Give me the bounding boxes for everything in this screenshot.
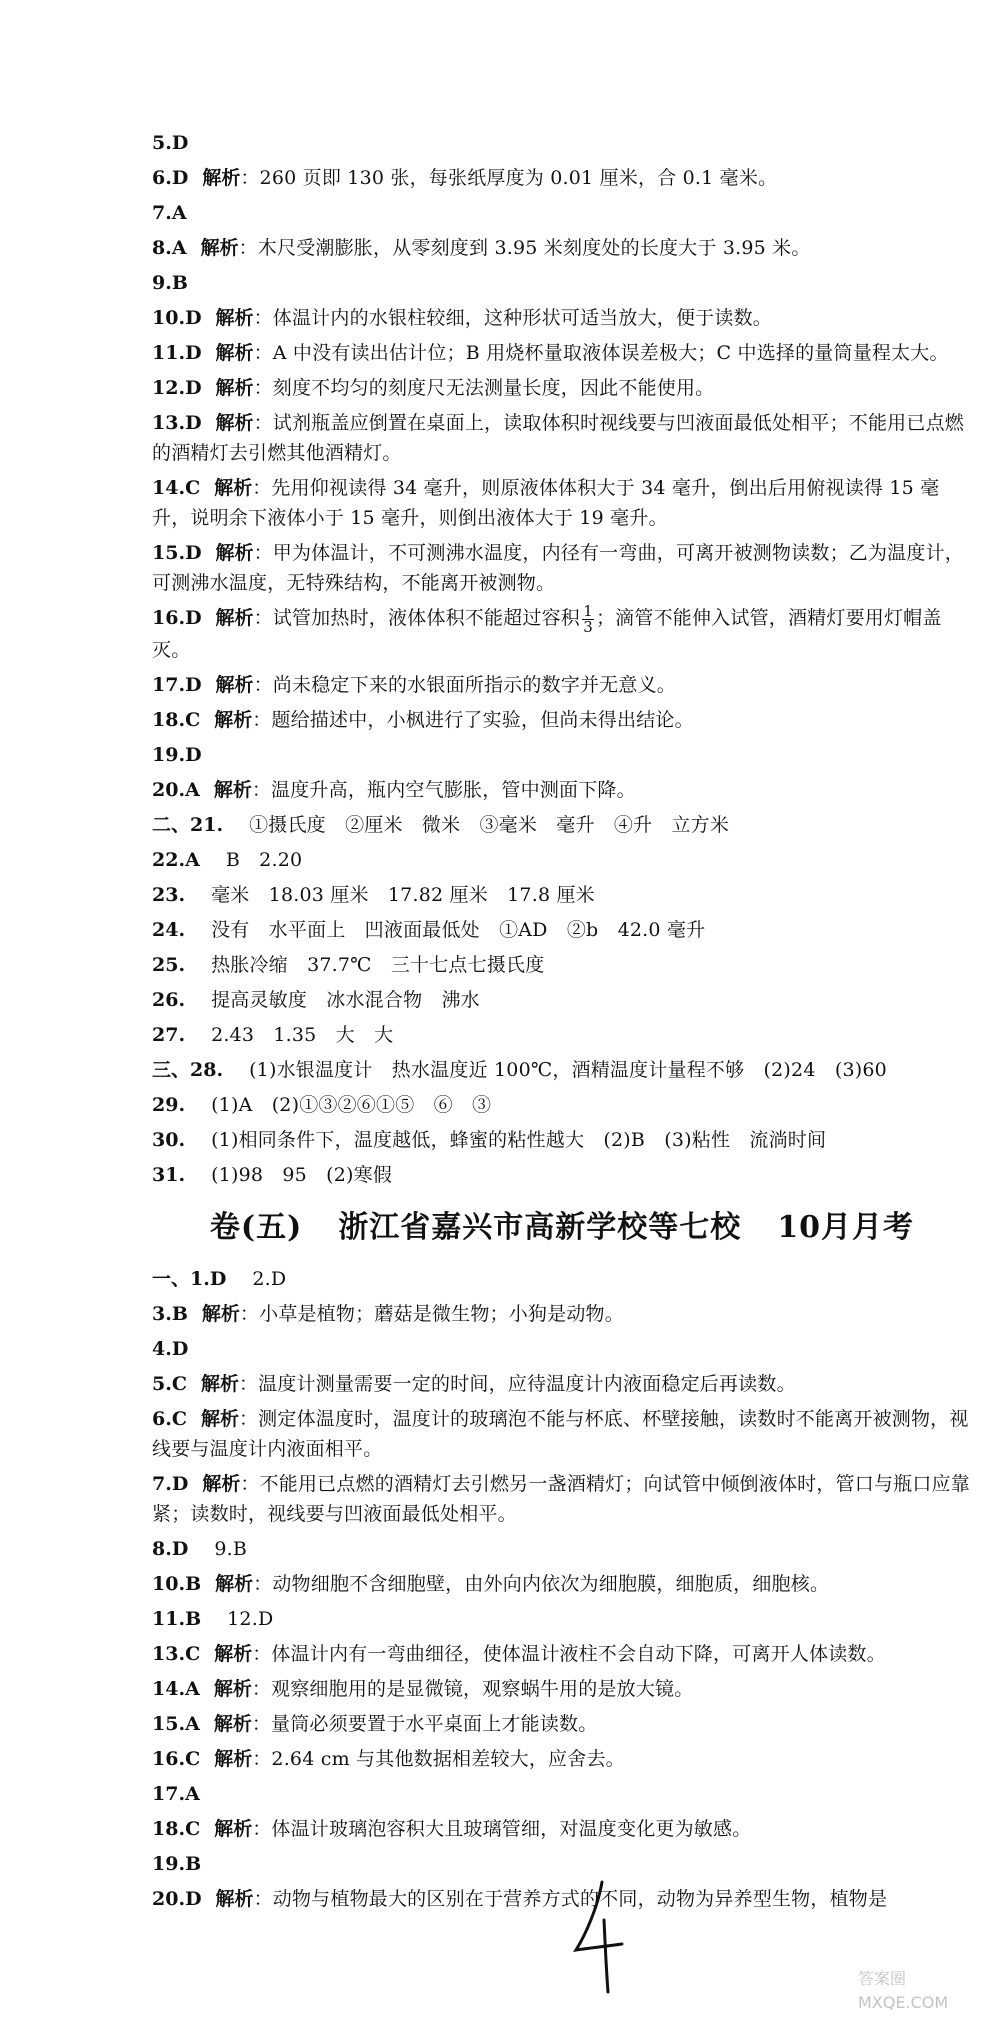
- item-answer: C: [185, 708, 201, 731]
- item-answer: A: [185, 1677, 200, 1700]
- item-number: 15.: [152, 542, 186, 564]
- item-text: ：刻度不均匀的刻度尺无法测量长度，因此不能使用。: [253, 377, 715, 399]
- answer-item: [152, 845, 972, 875]
- item-text: ：题给描述中，小枫进行了实验，但尚未得出结论。: [252, 708, 694, 731]
- item-number: 11.: [152, 1607, 186, 1630]
- item-answer: D: [209, 1267, 227, 1290]
- item-number: 16.: [152, 607, 186, 629]
- item-label: 解析: [213, 778, 252, 801]
- answers-part3: [152, 1264, 972, 1914]
- item-answer: C: [185, 1747, 201, 1770]
- answer-item: [152, 775, 972, 805]
- item-answer: A: [185, 778, 200, 801]
- item-answer: A: [171, 202, 187, 224]
- answer-item: [152, 373, 972, 403]
- item-text: ：甲为体温计，不可测沸水温度，内径有一弯曲，可离开被测物读数；乙为温度计，可测沸水温度，无特殊结构，不能离开被测物。: [152, 542, 964, 594]
- item-text: (1)A (2)①③②⑥①⑤ ⑥ ③: [211, 1093, 492, 1116]
- answer-item: [152, 268, 972, 298]
- item-text: ：试管加热时，液体体积不能超过容积: [253, 607, 580, 629]
- answers-part2: [152, 670, 972, 1190]
- answer-item: [152, 1604, 972, 1634]
- item-number: 31.: [152, 1163, 186, 1186]
- item-number: 4.: [152, 1337, 172, 1360]
- item-answer: D: [185, 307, 202, 329]
- item-text: ：尚未稳定下来的水银面所指示的数字并无意义。: [253, 673, 676, 696]
- item-number: 18.: [152, 1817, 186, 1840]
- item-text: ：体温计内的水银柱较细，这种形状可适当放大，便于读数。: [253, 307, 772, 329]
- answer-item: [152, 1744, 972, 1774]
- item-text: ：体温计内有一弯曲细径，使体温计液柱不会自动下降，可离开人体读数。: [252, 1642, 886, 1665]
- item-answer: B: [171, 272, 188, 294]
- item-text: ：A 中没有读出估计位；B 用烧杯量取液体误差极大；C 中选择的量筒量程太大。: [253, 342, 949, 364]
- answer-item: [152, 303, 972, 333]
- answer-item: [152, 880, 972, 910]
- item-text: 毫米 18.03 厘米 17.82 厘米 17.8 厘米: [211, 883, 595, 906]
- answer-item: [152, 915, 972, 945]
- answer-item: [152, 705, 972, 735]
- item-answer: D: [185, 342, 202, 364]
- answer-content: [152, 128, 972, 1919]
- item-text: 热胀冷缩 37.7℃ 三十七点七摄氏度: [211, 953, 545, 976]
- answer-item: [152, 1709, 972, 1739]
- watermark-logo: [850, 1958, 990, 2018]
- item-number: 15.: [152, 1712, 186, 1735]
- item-number: 11.: [152, 342, 186, 364]
- item-label: 解析: [214, 708, 253, 731]
- item-text: ①摄氏度 ②厘米 微米 ③毫米 毫升 ④升 立方米: [249, 813, 730, 836]
- item-text: ：观察细胞用的是显微镜，观察蜗牛用的是放大镜。: [251, 1677, 694, 1700]
- item-label: 解析: [202, 1472, 241, 1495]
- item-answer: D: [185, 607, 202, 629]
- item-label: 解析: [215, 412, 254, 434]
- item-answer: B: [171, 1302, 188, 1325]
- answer-item: [152, 1639, 972, 1669]
- item-number: 13.: [152, 1642, 186, 1665]
- item-number: 10.: [152, 1572, 186, 1595]
- answer-item: [152, 1264, 972, 1294]
- answer-item: [152, 1849, 972, 1879]
- answer-item: [152, 473, 972, 533]
- item-text: (1)水银温度计 热水温度近 100℃，酒精温度计量程不够 (2)24 (3)60: [249, 1058, 887, 1081]
- item-answer: A: [171, 237, 187, 259]
- item-number: 22.: [152, 848, 186, 871]
- item-number: 19.: [152, 1852, 186, 1875]
- item-text: ：260 页即 130 张，每张纸厚度为 0.01 厘米，合 0.1 毫米。: [240, 167, 778, 189]
- answer-item: [152, 1369, 972, 1399]
- item-number: 5.: [152, 132, 172, 154]
- item-label: 解析: [215, 342, 254, 364]
- item-text: ：2.64 cm 与其他数据相差较大，应舍去。: [252, 1747, 625, 1770]
- answer-item: [152, 1404, 972, 1464]
- item-label: 解析: [200, 237, 239, 259]
- answer-item: [152, 740, 972, 770]
- fraction-numerator: 1: [583, 601, 593, 620]
- item-number: 25.: [152, 953, 186, 976]
- item-answer: D: [185, 542, 202, 564]
- answer-item: [152, 1125, 972, 1155]
- item-number: 二、21.: [152, 813, 224, 836]
- item-number: 三、28.: [152, 1058, 224, 1081]
- answer-item: [152, 1055, 972, 1085]
- heading-volume: 卷(五): [209, 1209, 303, 1245]
- item-label: 解析: [214, 1817, 253, 1840]
- item-number: 6.: [152, 1407, 172, 1430]
- answer-item: [152, 1884, 972, 1914]
- item-text: 9.B: [214, 1537, 248, 1560]
- item-text: ：试剂瓶盖应倒置在桌面上，读取体积时视线要与凹液面最低处相平；不能用已点燃的酒精灯去引燃其他酒精灯。: [152, 412, 964, 464]
- item-number: 8.: [152, 1537, 172, 1560]
- item-text: ：测定体温度时，温度计的玻璃泡不能与杯底、杯壁接触，读数时不能离开被测物，视线要与温度计内液面相平。: [152, 1407, 969, 1460]
- item-answer: D: [171, 132, 189, 154]
- item-number: 27.: [152, 1023, 186, 1046]
- item-label: 解析: [200, 1407, 239, 1430]
- item-number: 14.: [152, 477, 186, 499]
- item-answer: D: [171, 1337, 189, 1360]
- answer-item: [152, 408, 972, 468]
- item-text: 提高灵敏度 冰水混合物 沸水: [211, 988, 480, 1011]
- item-number: 一、1.: [152, 1267, 210, 1290]
- item-answer: A: [185, 1712, 200, 1735]
- answer-item: [152, 1674, 972, 1704]
- item-answer: C: [171, 1372, 187, 1395]
- answer-item: [152, 1469, 972, 1529]
- item-label: 解析: [215, 307, 254, 329]
- item-number: 16.: [152, 1747, 186, 1770]
- item-answer: D: [185, 673, 202, 696]
- answer-item: [152, 198, 972, 228]
- answers-part1: [152, 128, 972, 598]
- item-text: ：量筒必须要置于水平桌面上才能读数。: [251, 1712, 598, 1735]
- item-answer: D: [185, 412, 202, 434]
- answer-item: [152, 1814, 972, 1844]
- item-answer: C: [171, 1407, 187, 1430]
- item-number: 23.: [152, 883, 186, 906]
- item-answer: B: [185, 1607, 202, 1630]
- handwritten-page-number-icon: [568, 1876, 628, 1996]
- item-text: ：木尺受潮膨胀，从零刻度到 3.95 米刻度处的长度大于 3.95 米。: [238, 237, 811, 259]
- answer-item: [152, 538, 972, 598]
- answer-item: [152, 1569, 972, 1599]
- item-number: 7.: [152, 202, 172, 224]
- item-text: ：温度升高，瓶内空气膨胀，管中测面下降。: [251, 778, 636, 801]
- item-number: 30.: [152, 1128, 186, 1151]
- item-text: ：体温计玻璃泡容积大且玻璃管细，对温度变化更为敏感。: [252, 1817, 752, 1840]
- item-label: 解析: [200, 1372, 239, 1395]
- answer-item-16: [152, 603, 972, 665]
- answer-item: [152, 163, 972, 193]
- item-number: 19.: [152, 743, 186, 766]
- answer-item: [152, 233, 972, 263]
- item-text: ：先用仰视读得 34 毫升，则原液体体积大于 34 毫升，倒出后用俯视读得 15 毫升，说明余下液体小于 15 毫升，则倒出液体大于 19 毫升。: [152, 477, 940, 529]
- item-text: ：动物细胞不含细胞壁，由外向内依次为细胞膜，细胞质，细胞核。: [253, 1572, 830, 1595]
- heading-school: 浙江省嘉兴市高新学校等七校: [338, 1209, 742, 1245]
- item-text: (1)相同条件下，温度越低，蜂蜜的粘性越大 (2)B (3)粘性 流淌时间: [211, 1128, 827, 1151]
- item-text: 没有 水平面上 凹液面最低处 ①AD ②b 42.0 毫升: [211, 918, 706, 941]
- heading-exam: 10月月考: [777, 1209, 915, 1245]
- watermark-url: MXQE.COM: [858, 1993, 949, 2012]
- answer-item: [152, 1334, 972, 1364]
- item-number: 18.: [152, 708, 186, 731]
- answer-item: [152, 1534, 972, 1564]
- answer-item: [152, 950, 972, 980]
- item-label: 解析: [214, 1642, 253, 1665]
- item-answer: D: [185, 1887, 202, 1910]
- answer-item: [152, 128, 972, 158]
- answer-item: [152, 1779, 972, 1809]
- answer-item: [152, 1020, 972, 1050]
- item-number: 20.: [152, 778, 186, 801]
- item-number: 17.: [152, 673, 186, 696]
- item-answer: A: [185, 1782, 200, 1805]
- fraction-denominator: 3: [583, 617, 593, 636]
- item-number: 24.: [152, 918, 186, 941]
- item-answer: D: [185, 377, 202, 399]
- item-answer: D: [185, 743, 202, 766]
- item-text-continued: ；滴管不能伸入试管，酒精灯要用灯帽盖灭。: [152, 607, 942, 661]
- item-label: 解析: [213, 1712, 252, 1735]
- section-heading: [152, 1208, 972, 1248]
- item-number: 13.: [152, 412, 186, 434]
- item-label: 解析: [215, 1887, 254, 1910]
- item-text: 2.43 1.35 大 大: [211, 1023, 394, 1046]
- item-number: 8.: [152, 237, 172, 259]
- item-label: 解析: [215, 542, 254, 564]
- item-label: 解析: [213, 1677, 252, 1700]
- item-number: 29.: [152, 1093, 186, 1116]
- item-text: ：不能用已点燃的酒精灯去引燃另一盏酒精灯；向试管中倾倒液体时，管口与瓶口应靠紧；读数时，视线要与凹液面最低处相平。: [152, 1472, 970, 1525]
- item-answer: D: [171, 1537, 189, 1560]
- watermark-title: 答案圈: [858, 1969, 907, 1988]
- item-answer: C: [185, 1817, 201, 1840]
- item-label: 解析: [215, 377, 254, 399]
- item-text: ：动物与植物最大的区别在于营养方式的不同，动物为异养型生物，植物是: [253, 1887, 888, 1910]
- item-label: 解析: [202, 167, 241, 189]
- answer-item: [152, 985, 972, 1015]
- item-label: 解析: [214, 1747, 253, 1770]
- item-answer: C: [185, 477, 201, 499]
- answer-item: [152, 1090, 972, 1120]
- item-number: 6.: [152, 167, 172, 189]
- item-text: (1)98 95 (2)寒假: [211, 1163, 393, 1186]
- item-label: 解析: [215, 1572, 254, 1595]
- item-label: 解析: [214, 477, 253, 499]
- item-label: 解析: [215, 607, 254, 629]
- item-text: 12.D: [227, 1607, 274, 1630]
- answer-item: [152, 1299, 972, 1329]
- item-number: 17.: [152, 1782, 186, 1805]
- item-number: 9.: [152, 272, 172, 294]
- item-text: B 2.20: [225, 848, 303, 871]
- item-number: 12.: [152, 377, 186, 399]
- answer-item: [152, 670, 972, 700]
- item-label: 解析: [215, 673, 254, 696]
- item-number: 26.: [152, 988, 186, 1011]
- fraction: [582, 601, 594, 636]
- item-number: 3.: [152, 1302, 172, 1325]
- answer-item: [152, 338, 972, 368]
- item-text: ：温度计测量需要一定的时间，应待温度计内液面稳定后再读数。: [238, 1372, 796, 1395]
- item-text: 2.D: [252, 1267, 287, 1290]
- item-answer: D: [171, 167, 189, 189]
- item-text: ：小草是植物；蘑菇是微生物；小狗是动物。: [239, 1302, 624, 1325]
- item-answer: A: [185, 848, 200, 871]
- item-number: 14.: [152, 1677, 186, 1700]
- item-number: 20.: [152, 1887, 186, 1910]
- answer-item: [152, 1160, 972, 1190]
- item-answer: D: [171, 1472, 189, 1495]
- item-label: 解析: [201, 1302, 240, 1325]
- item-answer: B: [185, 1572, 202, 1595]
- item-answer: C: [185, 1642, 201, 1665]
- answer-item: [152, 810, 972, 840]
- item-number: 10.: [152, 307, 186, 329]
- item-number: 5.: [152, 1372, 172, 1395]
- item-answer: B: [185, 1852, 202, 1875]
- item-number: 7.: [152, 1472, 172, 1495]
